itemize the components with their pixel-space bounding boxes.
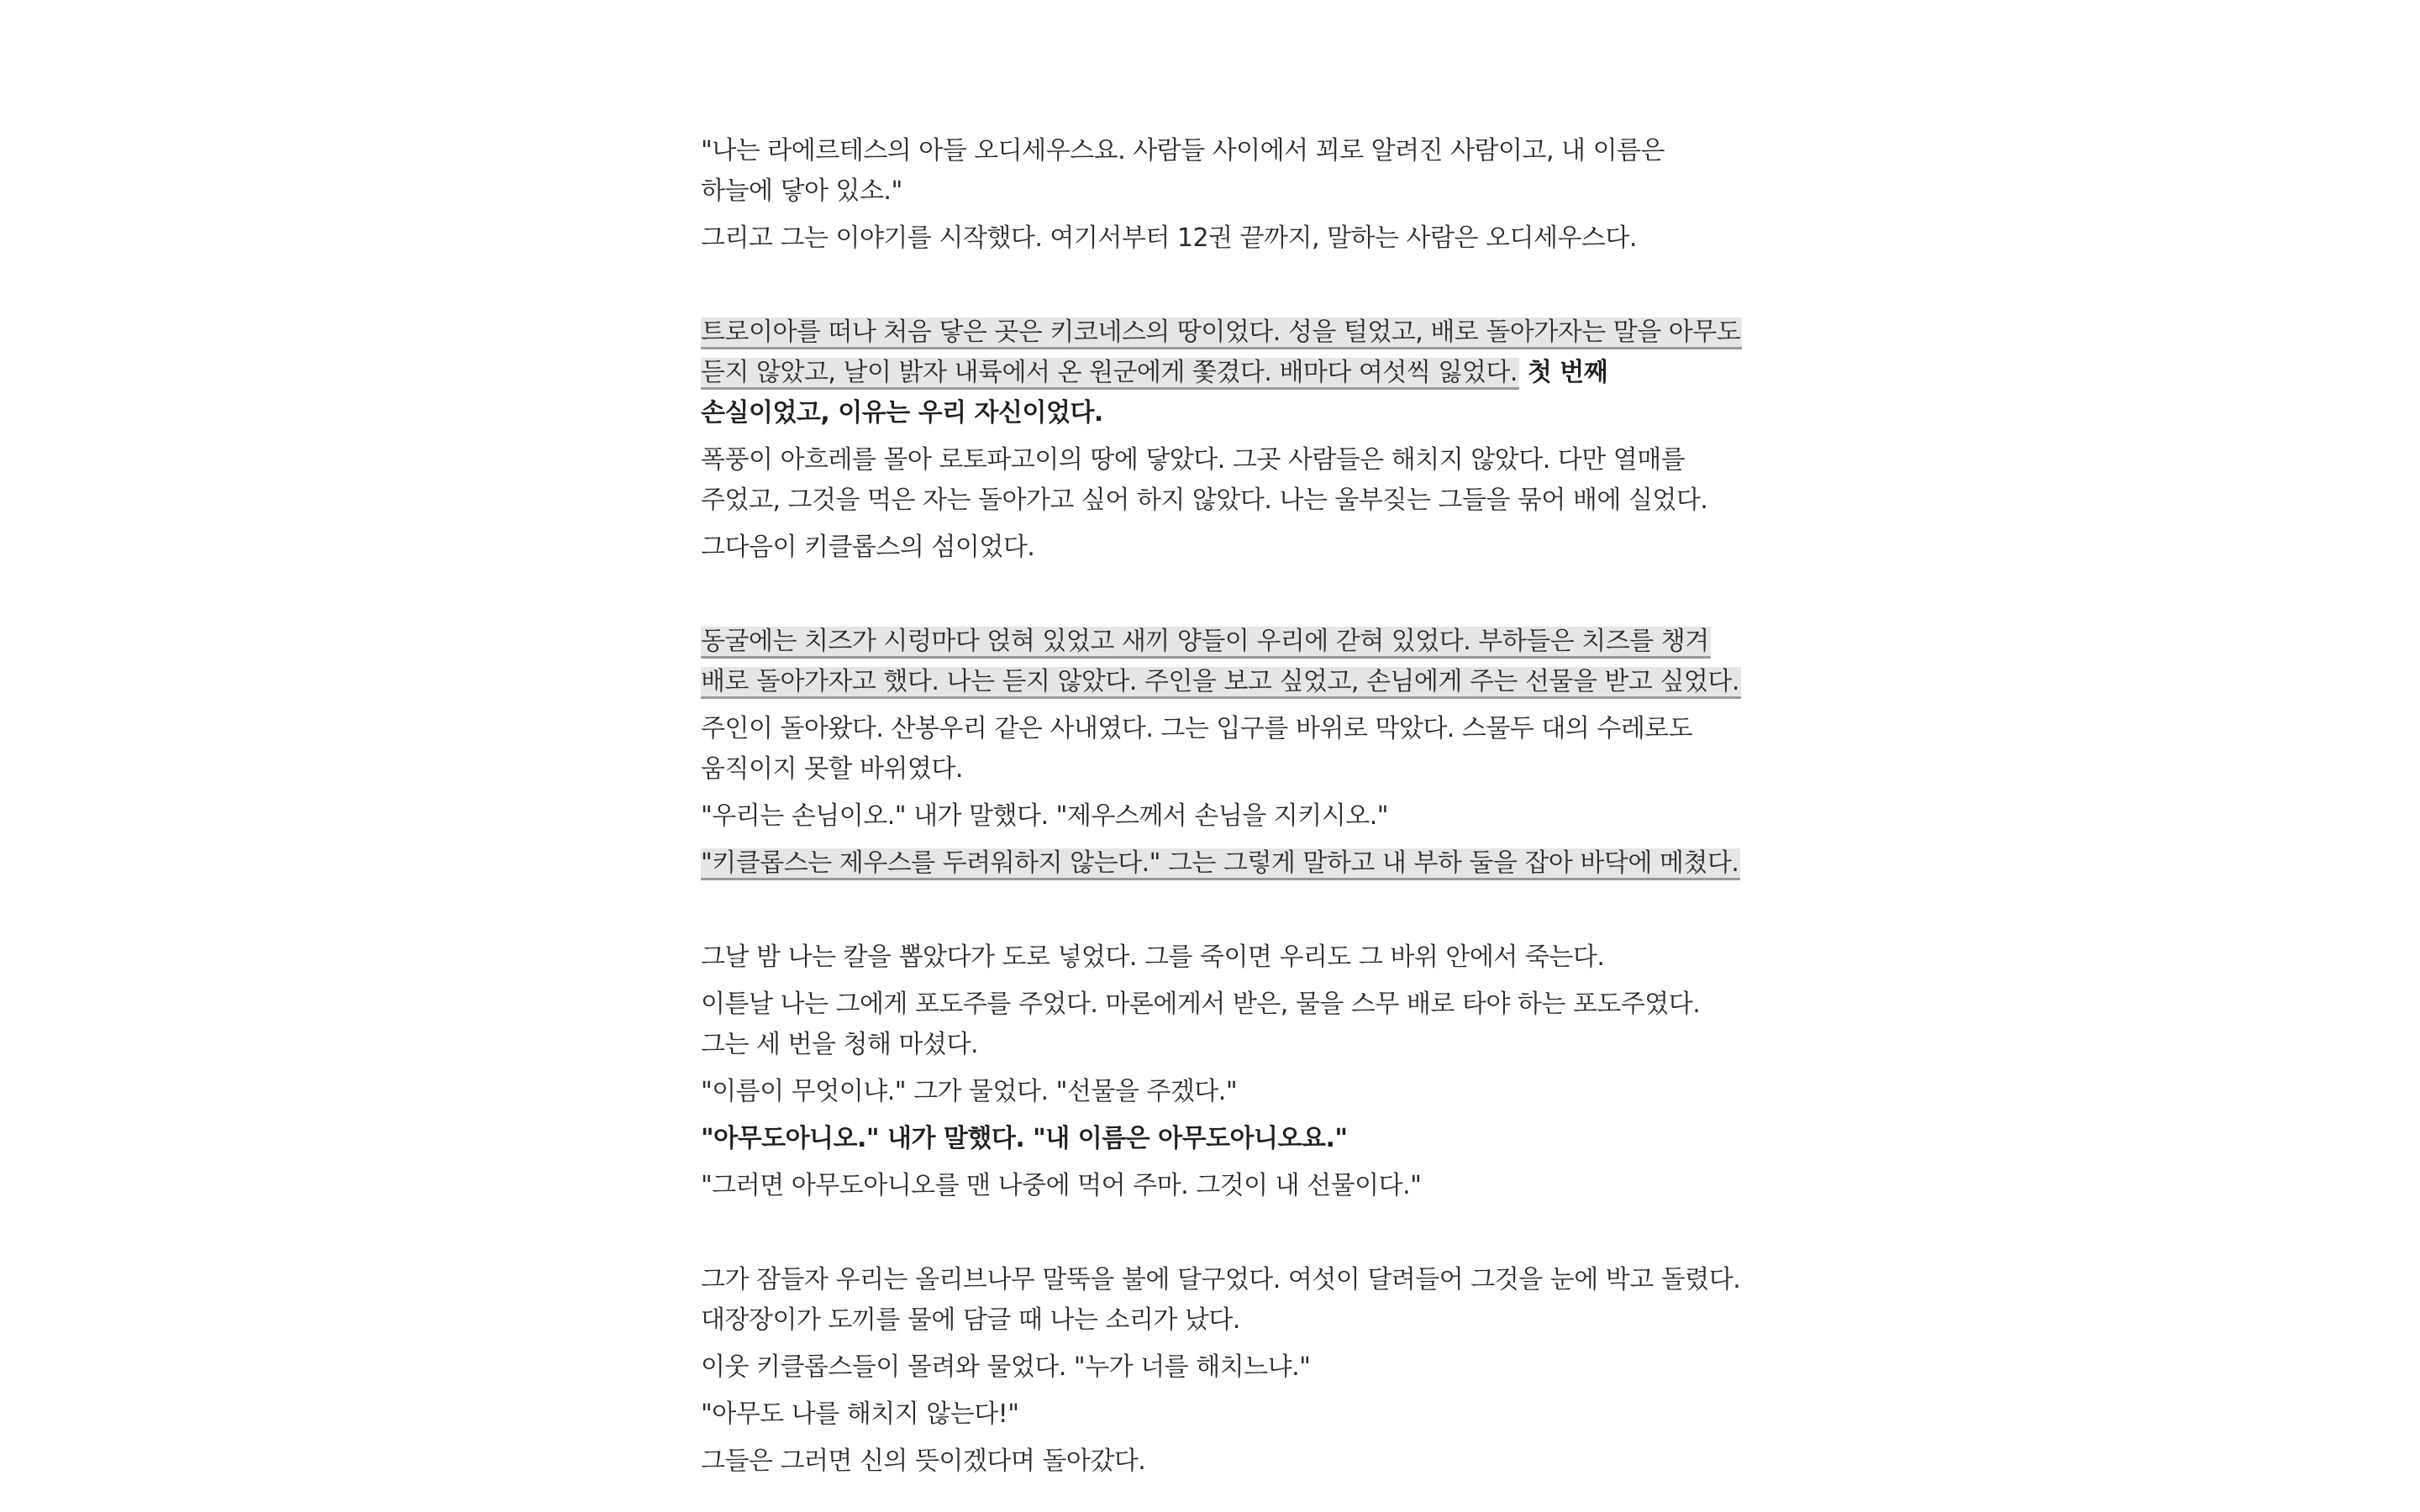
bold-text: 첫 번째 손실이었고, 이유는 우리 자신이었다. (701, 358, 1608, 428)
article-body (701, 131, 1743, 1482)
paragraph: "우리는 손님이오." 내가 말했다. "제우스께서 손님을 지키시오." (701, 801, 1389, 831)
paragraph: 그날 밤 나는 칼을 뽑았다가 도로 넣었다. 그를 죽이면 우리도 그 바위 안에서 죽는다. (701, 942, 1605, 972)
paragraph: "이름이 무엇이냐." 그가 물었다. "선물을 주겠다." (701, 1077, 1238, 1106)
paragraph: 그다음이 키클롭스의 섬이었다. (701, 533, 1035, 562)
paragraph: 그가 잠들자 우리는 올리브나무 말뚝을 불에 달구었다. 여섯이 달려들어 그것을 눈에 박고 돌렸다. 대장장이가 도끼를 물에 담글 때 나는 소리가 났다. (701, 1265, 1741, 1335)
paragraph: 이웃 키클롭스들이 몰려와 물었다. "누가 너를 해치느냐." (701, 1352, 1311, 1382)
paragraph: "나는 라에르테스의 아들 오디세우스요. 사람들 사이에서 꾀로 알려진 사람이고, 내 이름은 하늘에 닿아 있소." (701, 136, 1665, 206)
paragraph (701, 312, 1743, 433)
paragraph: 주인이 돌아왔다. 산봉우리 같은 사내였다. 그는 입구를 바위로 막았다. 스물두 대의 수레로도 움직이지 못할 바위였다. (701, 714, 1693, 784)
highlighted-text[interactable]: 동굴에는 치즈가 시렁마다 얹혀 있었고 새끼 양들이 우리에 갇혀 있었다. 부하들은 치즈를 챙겨 배로 돌아가자고 했다. 나는 듣지 않았다. 주인을 보고 싶었고, 손님에게 주는 선물을 받고 싶었다. (701, 627, 1739, 696)
paragraph: 이튿날 나는 그에게 포도주를 주었다. 마론에게서 받은, 물을 스무 배로 타야 하는 포도주였다. 그는 세 번을 청해 마셨다. (701, 990, 1701, 1059)
paragraph (701, 843, 1743, 884)
paragraph (701, 622, 1743, 702)
paragraph: "그러면 아무도아니오를 맨 나중에 먹어 주마. 그것이 내 선물이다." (701, 1171, 1422, 1200)
highlighted-text[interactable]: 트로이아를 떠나 처음 닿은 곳은 키코네스의 땅이었다. 성을 털었고, 배로 돌아가자는 말을 아무도 듣지 않았고, 날이 밝자 내륙에서 온 원군에게 쫓겼다. 배마다 여섯씩 잃었다. (701, 318, 1741, 387)
paragraph: 그들은 그러면 신의 뜻이겠다며 돌아갔다. (701, 1446, 1146, 1476)
highlighted-text[interactable]: "키클롭스는 제우스를 두려워하지 않는다." 그는 그렇게 말하고 내 부하 둘을 잡아 바닥에 메쳤다. (701, 848, 1739, 878)
paragraph: 폭풍이 아흐레를 몰아 로토파고이의 땅에 닿았다. 그곳 사람들은 해치지 않았다. 다만 열매를 주었고, 그것을 먹은 자는 돌아가고 싶어 하지 않았다. 나는 울부짖는 그들을 묶어 배에 실었다. (701, 445, 1708, 515)
bold-paragraph: "아무도아니오." 내가 말했다. "내 이름은 아무도아니오요." (701, 1124, 1348, 1153)
paragraph: 그리고 그는 이야기를 시작했다. 여기서부터 12권 끝까지, 말하는 사람은 오디세우스다. (701, 223, 1637, 253)
paragraph: "아무도 나를 해치지 않는다!" (701, 1399, 1019, 1429)
